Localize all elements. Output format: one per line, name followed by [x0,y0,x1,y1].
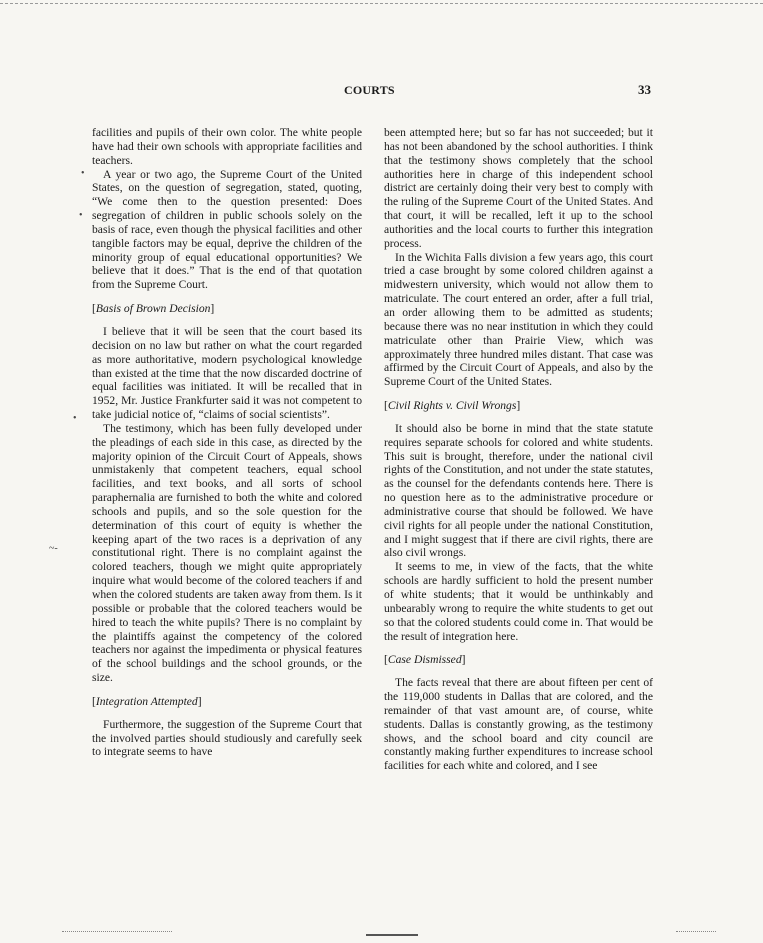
right-column [384,126,653,773]
paragraph: It seems to me, in view of the facts, that the white schools are hardly sufficient to hold the present number of white students; that it would be unthinkably and unbearably wrong to require the white students to get out so that the colored students could come in. That would be the result of integration here. [384,560,653,643]
paragraph: The facts reveal that there are about fifteen per cent of the 119,000 students in Dallas that are colored, and the remainder of that vast amount are, of course, white students. Dallas is constantly growing, as the testimony shows, and the school board and city council are constantly making further expenditures to increase school facilities for each white and colored, and I see [384,676,653,773]
left-column [92,126,362,759]
paragraph: The testimony, which has been fully developed under the pleadings of each side in this case, as directed by the majority opinion of the Circuit Court of Appeals, shows unmistakenly that competent teachers, equal school facilities, and text books, and all sorts of school paraphernalia are furnished to both the white and colored schools and pupils, and so the sole question for the determination of this court of equity is whether the keeping apart of the two races is a deprivation of any constitutional right. There is no complaint against the colored teachers, though we might quite appropriately inquire what would become of the colored teachers if and when the colored students are taken away from them. Is it possible or probable that the colored teachers would be hired to teach the white pupils? There is no complaint by the plaintiffs against the competency of the colored teachers nor against the impedimenta or physical features of the school buildings and the school grounds, or the size. [92,421,362,685]
bottom-scan-marks [62,931,172,935]
page-number: 33 [638,82,651,97]
paragraph: In the Wichita Falls division a few years ago, this court tried a case brought by some colored children against a midwestern university, which would not allow them to matriculate. The court entered an order, after a full trial, an order allowing them to be admitted as students; because there was no near institution in which they could matriculate other than Prairie View, which was approximately three hundred miles distant. That case was affirmed by the Circuit Court of Appeals, and also by the Supreme Court of the United States. [384,250,653,389]
top-scan-edge [0,3,763,4]
section-heading-text: Basis of Brown Decision [95,302,211,316]
section-heading-text: Civil Rights v. Civil Wrongs [387,399,517,413]
section-heading: [Integration Attempted] [92,694,202,708]
page-header [0,83,763,99]
section-heading: [Civil Rights v. Civil Wrongs] [384,399,521,413]
paragraph: It should also be borne in mind that the state statute requires separate schools for colored and white students. This suit is brought, therefore, under the national civil rights of the Constitution, and not under the state statutes, as the counsel for the defendants contends here. There is no question here as to the administrative procedure or administrative course that should be followed. We have civil rights for all people under the national Constitution, and I might suggest that if there are civil rights, there are also civil wrongs. [384,421,653,560]
section-heading: [Basis of Brown Decision] [92,302,215,316]
section-heading-text: Integration Attempted [95,694,198,708]
paragraph: facilities and pupils of their own color. The white people have had their own schools with appropriate facilities and teachers. [92,126,362,167]
bottom-scan-marks [676,931,716,935]
paragraph: I believe that it will be seen that the court based its decision on no law but rather on what the court regarded as more authoritative, modern psychological knowledge than existed at the time that the now discarded doctrine of equal facilities was initiated. It will be recalled that in 1952, Mr. Justice Frankfurter said it was not competent to take judicial notice of, “claims of social scientists”. [92,324,362,422]
margin-mark: • [73,413,77,424]
margin-mark: ~- [49,543,58,554]
running-head: COURTS [344,83,395,97]
paragraph: Furthermore, the suggestion of the Supreme Court that the involved parties should studiously and carefully seek to integrate seems to have [92,717,362,759]
bottom-scan-bar [366,934,418,936]
margin-mark: • [79,210,83,221]
margin-mark: • [81,168,85,179]
paragraph: been attempted here; but so far has not succeeded; but it has not been abandoned by the school authorities. I think that the testimony shows completely that the school authorities here in charge of this independent school district are certainly doing their very best to comply with the ruling of the Supreme Court of the United States. And that court, it will be recalled, left it up to the school authorities and the local courts to further this integration process. [384,126,653,250]
section-heading: [Case Dismissed] [384,653,466,667]
paragraph: A year or two ago, the Supreme Court of the United States, on the question of segregation, stated, quoting, “We come then to the question presented: Does segregation of children in public schools solely on the basis of race, even though the physical facilities and other tangible factors may be equal, deprive the children of the minority group of equal educational opportunities? We believe that it does.” That is the end of that quotation from the Supreme Court. [92,167,362,292]
section-heading-text: Case Dismissed [387,653,462,667]
